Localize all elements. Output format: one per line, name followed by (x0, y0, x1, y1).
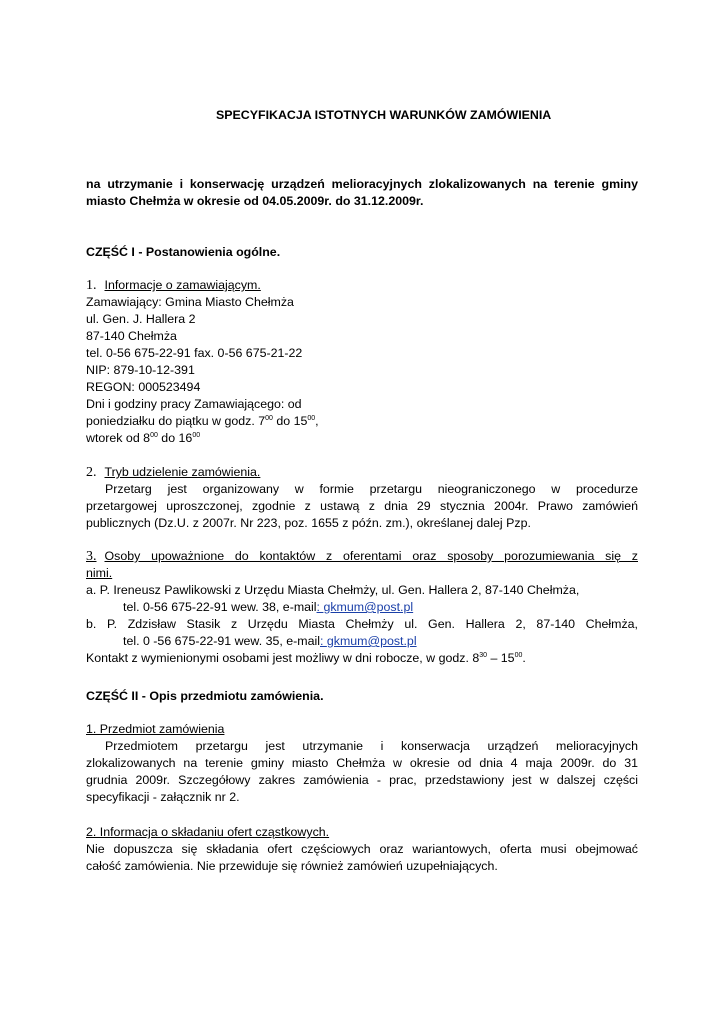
contact-person-b: b. P. Zdzisław Stasik z Urzędu Miasta Chełmży ul. Gen. Hallera 2, 87-140 Chełmża, (86, 617, 638, 631)
info-line: tel. 0-56 675-22-91 fax. 0-56 675-21-22 (86, 346, 303, 360)
contact-person-a: a. P. Ireneusz Pawlikowski z Urzędu Miasta Chełmży, ul. Gen. Hallera 2, 87-140 Chełmża, (86, 583, 580, 597)
part2-heading: CZĘŚĆ II - Opis przedmiotu zamówienia. (86, 689, 324, 703)
paragraph-line: całość zamówienia. Nie przewiduje się również zamówień uzupełniających. (86, 859, 498, 873)
info-line: Zamawiający: Gmina Miasto Chełmża (86, 295, 294, 309)
paragraph-line: Przedmiotem przetargu jest utrzymanie i konserwacja urządzeń melioracyjnych (105, 739, 638, 753)
subsection-2-heading: 2. Informacja o składaniu ofert cząstkowych. (86, 825, 330, 839)
office-hours-line: poniedziałku do piątku w godz. $7^{00}$ do $15^{00}$, (86, 414, 319, 428)
section-3 (86, 548, 638, 667)
contact-person-b-details: tel. 0 -56 675-22-91 wew. 35, e-mail: gkmum@post.pl (123, 634, 417, 648)
office-hours-line: wtorek od $8^{00}$ do $16^{00}$ (86, 431, 201, 445)
section-3-heading: 3. Osoby upoważnione do kontaktów z oferentami oraz sposoby porozumiewania się z (86, 549, 638, 564)
paragraph-line: przetargowej uproszczonej, zgodnie z ustawą z dnia 29 stycznia 2004r. Prawo zamówień (86, 499, 638, 513)
subsection-1 (86, 721, 638, 806)
email-link[interactable]: : gkmum@post.pl (319, 634, 417, 648)
info-line: ul. Gen. J. Hallera 2 (86, 312, 196, 326)
document-intro: na utrzymanie i konserwację urządzeń melioracyjnych zlokalizowanych na terenie gminy miasto Chełmża w okresie od 04.05.2009r. do 31.12.2009r. (86, 177, 638, 208)
document-title: SPECYFIKACJA ISTOTNYCH WARUNKÓW ZAMÓWIENIA (216, 108, 552, 122)
section-3-heading-cont: nimi. (86, 566, 113, 580)
paragraph-line: zlokalizowanych na terenie gminy miasto Chełmża w okresie od dnia 4 maja 2009r. do 31 (86, 756, 638, 770)
part1-heading: CZĘŚĆ I - Postanowienia ogólne. (86, 245, 281, 259)
contact-hours-line: Kontakt z wymienionymi osobami jest możliwy w dni robocze, w godz. $8^{30} - 15^{00}$. (86, 651, 526, 665)
contact-person-a-details: tel. 0-56 675-22-91 wew. 38, e-mail: gkmum@post.pl (123, 600, 414, 614)
paragraph-line: Przetarg jest organizowany w formie przetargu nieograniczonego w procedurze (105, 482, 638, 496)
subsection-2 (86, 824, 638, 875)
paragraph-line: grudnia 2009r. Szczegółowy zakres zamówienia - prac, przedstawiony jest w dalszej części (86, 773, 638, 787)
paragraph-line: Nie dopuszcza się składania ofert częściowych oraz wariantowych, oferta musi obejmować (86, 842, 638, 856)
paragraph-line: specyfikacji - załącznik nr 2. (86, 790, 240, 804)
section-1 (86, 277, 638, 447)
section-2-heading: 2. Tryb udzielenie zamówienia. (86, 465, 261, 480)
paragraph-line: publicznych (Dz.U. z 2007r. Nr 223, poz. 1655 z późn. zm.), określanej dalej Pzp. (86, 516, 531, 530)
info-line: 87-140 Chełmża (86, 329, 177, 343)
section-2 (86, 464, 638, 532)
info-line: REGON: 000523494 (86, 380, 201, 394)
info-line: NIP: 879-10-12-391 (86, 363, 195, 377)
email-link[interactable]: : gkmum@post.pl (316, 600, 414, 614)
info-line: Dni i godziny pracy Zamawiającego: od (86, 397, 302, 411)
subsection-1-heading: 1. Przedmiot zamówienia (86, 722, 225, 736)
section-1-heading: 1. Informacje o zamawiającym. (86, 278, 261, 293)
